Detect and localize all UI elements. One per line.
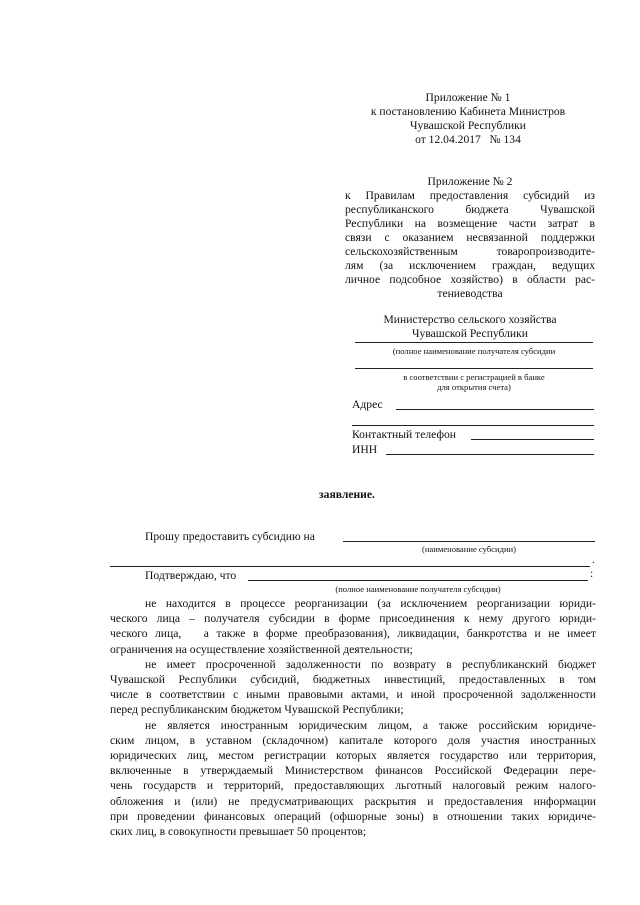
- appendix2-line: сельскохозяйственным товаропроизводите-: [345, 245, 595, 258]
- body-text-line: юридических лиц, местом регистрации которых является государство или территория,: [110, 749, 596, 762]
- inn-label: ИНН: [352, 443, 378, 456]
- appendix1-republic: Чувашской Республики: [410, 119, 526, 132]
- bank-hint-line1: в соответствии с регистрацией в банке: [403, 372, 545, 382]
- request-end-dot: .: [592, 553, 595, 566]
- confirm-label: Подтверждаю, что: [145, 569, 237, 582]
- subsidy-name-hint: (наименование субсидии): [421, 544, 517, 554]
- body-text-line: ских лиц, в совокупности превышает 50 процентов;: [110, 825, 367, 838]
- appendix1-date: от 12.04.2017 № 134: [415, 133, 521, 146]
- appendix1-resolution: к постановлению Кабинета Министров: [370, 105, 566, 118]
- appendix2-line: республиканского бюджета Чувашской: [345, 203, 595, 216]
- confirm-recipient-field[interactable]: [248, 580, 588, 581]
- body-text-line: включенные в утверждаемый Министерством финансов Российской Федерации пере-: [110, 764, 596, 778]
- phone-field[interactable]: [471, 439, 594, 440]
- appendix2-line: личное подсобное хозяйство) в области рас-: [345, 273, 595, 286]
- subsidy-name-field[interactable]: [343, 541, 595, 542]
- appendix2-line: тениеводства: [437, 287, 503, 300]
- body-text-line: при проведении финансовых операций (офшорные зоны) в отношении таких юридиче-: [110, 809, 596, 823]
- address-field-2[interactable]: [352, 425, 594, 426]
- body-text-line: чень государств и территорий, предоставляющих льготный налоговый режим налого-: [110, 779, 596, 793]
- appendix2-line: к Правилам предоставления субсидий из: [345, 189, 595, 202]
- body-text-line: не имеет просроченной задолженности по возврату в республиканский бюджет: [145, 657, 596, 671]
- inn-field[interactable]: [386, 454, 594, 455]
- address-field[interactable]: [396, 409, 594, 410]
- confirm-colon: :: [590, 567, 594, 580]
- body-text-line: ческого лица – получателя субсидии в форме присоединения к нему другого юриди-: [110, 612, 596, 626]
- appendix2-line: связи с оказанием несвязанной поддержки: [345, 231, 595, 244]
- body-text-line: ским лицом, в уставном (складочном) капитале которого доля участия иностранных: [110, 733, 596, 747]
- subsidy-name-field-2[interactable]: [110, 566, 590, 567]
- body-text-line: числе в соответствии с иными правовыми актами, и иной просроченной задолженности: [110, 688, 596, 702]
- body-text-line: не является иностранным юридическим лицом, а также российским юридиче-: [145, 718, 596, 732]
- confirm-recipient-hint: (полное наименование получателя субсидии): [335, 584, 501, 594]
- appendix2-line: лям (за исключением граждан, ведущих: [345, 259, 595, 272]
- recipient-name-field-2[interactable]: [355, 368, 593, 369]
- body-text-line: обложения и (или) не предусматривающих раскрытия и предоставления информации: [110, 794, 596, 808]
- recipient-name-hint: (полное наименование получателя субсидии: [392, 346, 556, 356]
- appendix2-title: Приложение № 2: [427, 175, 513, 188]
- body-text-line: не находится в процессе реорганизации (за исключением реорганизации юриди-: [145, 597, 596, 610]
- request-label: Прошу предоставить субсидию на: [145, 530, 315, 543]
- body-text-line: перед республиканским бюджетом Чувашской Республики;: [110, 703, 404, 717]
- phone-label: Контактный телефон: [352, 428, 456, 441]
- statement-title: заявление.: [319, 488, 375, 501]
- bank-hint-line2: для открытия счета): [437, 382, 511, 392]
- address-label: Адрес: [352, 398, 383, 411]
- body-text-line: Чувашской Республики субсидий, бюджетных инвестиций, предоставленных в том: [110, 673, 596, 686]
- appendix1-title: Приложение № 1: [425, 91, 511, 104]
- ministry-name: Министерство сельского хозяйства: [383, 313, 557, 326]
- appendix2-line: Республики на возмещение части затрат в: [345, 217, 595, 230]
- recipient-name-field[interactable]: [355, 342, 593, 343]
- body-text-line: ограничения на осуществление хозяйственной деятельности;: [110, 642, 413, 656]
- body-text-line: ческого лица, а также в форме преобразования), ликвидации, банкротства и не имеет: [110, 627, 596, 641]
- ministry-republic: Чувашской Республики: [412, 327, 528, 340]
